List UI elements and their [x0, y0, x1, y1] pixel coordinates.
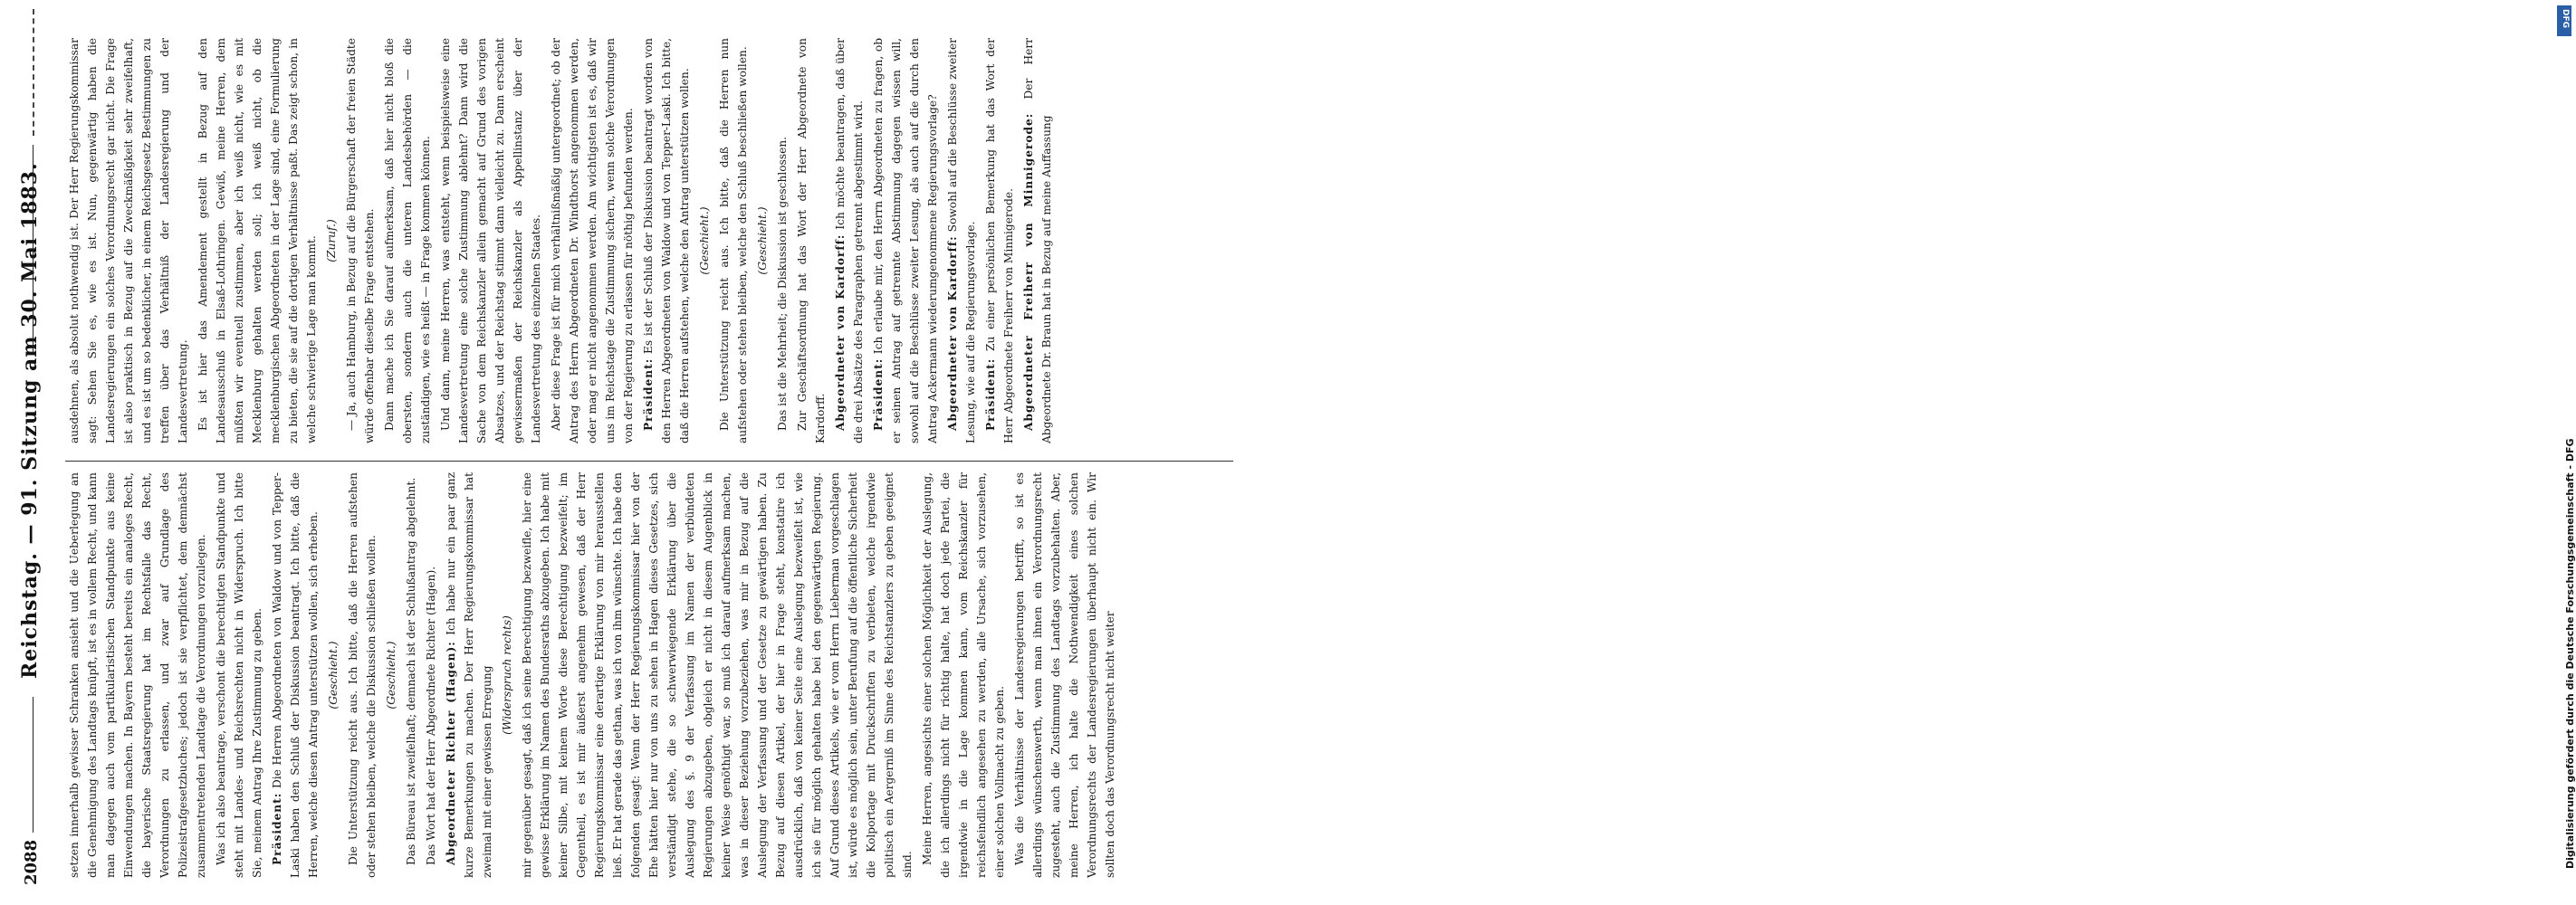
- page-header: [16, 0, 53, 905]
- right-margin: [1277, 0, 2576, 905]
- paragraph: [402, 472, 420, 878]
- paragraph-text: Sowohl auf die Beschlüsse zweiter Lesung, wie auf die Regierungsvorlage.: [946, 38, 977, 443]
- paragraph-text: Aber diese Frage ist für mich verhältnißmäßig untergeordnet; ob der Antrag des Herrn Abgeordneten Dr. Windthorst angenommen werden, oder mag er nicht angenommen werden. Am wichtigsten ist es, daß wir uns im Reichstage die Zustimmung sichern, wenn solche Verordnungen von der Regierung zu erlassen für nöthig befunden werden.: [550, 38, 635, 443]
- paragraph: [773, 38, 791, 443]
- speech-paragraph: [639, 38, 694, 443]
- column-divider: [65, 461, 1233, 462]
- paragraph: [344, 472, 380, 878]
- paragraph-text: Und dann, meine Herren, was entsteht, wenn beispielsweise eine Landesvertretung eine solche Zustimmung ablehnt? Dann wird die Sache von dem Reichskanzler allein gemacht auf Grund des vorigen Absatzes, und der Reichstag stimmt dann vielleicht zu. Dann erscheint gewissermaßen der Reichskanzler als Appellinstanz über der Landesvertretung des einzelnen Staates.: [439, 38, 542, 443]
- stage-direction: (Geschieht.): [385, 641, 397, 710]
- paragraph-text: — Ja, auch Hamburg, in Bezug auf die Bürgerschaft der freien Städte würde offenbar dieselbe Frage entstehen.: [345, 38, 376, 443]
- paragraph-text: Die Unterstützung reicht aus. Ich bitte, daß die Herren aufstehen oder stehen bleiben, welche die Diskussion schließen wollen.: [347, 472, 378, 878]
- paragraph: [212, 472, 266, 878]
- stage-direction: (Geschieht.): [698, 206, 711, 275]
- paragraph-text: Ich erlaube mir, den Herrn Abgeordneten zu fragen, ob er seinen Antrag auf getrennte Abstimmung dagegen wissen will, sowohl auf die Beschlüsse zweiter Lesung, als auch auf die durch den Antrag Ackermann wiederumgenommene Regierungsvorlage?: [872, 37, 939, 443]
- paragraph: [547, 38, 637, 443]
- paragraph-text: Es ist hier das Amendement gestellt in Bezug auf den Landesausschuß in Elsaß-Lothringen. Gewiß, meine Herren, dem müßten wir eventuell zustimmen, aber ich weiß nicht, wie es mit Mecklenburg gehalten werden soll; ich weiß nicht, ob die mecklenburgischen Abgeordneten in der Lage sind, eine Formulierung zu bieten, die sie auf die dortigen Verhältnisse paßt. Das zeigt schon, in welche schwierige Lage man kommt.: [196, 38, 318, 443]
- paragraph: [793, 38, 829, 443]
- speaker-name: Präsident:: [872, 357, 885, 431]
- paragraph: [380, 38, 435, 443]
- stage-direction: (Widerspruch rechts): [501, 615, 513, 735]
- paragraph: [436, 38, 545, 443]
- paragraph: [65, 38, 192, 443]
- speaker-name: Präsident:: [271, 792, 283, 865]
- text-column-right: [65, 38, 1242, 443]
- speech-paragraph: [869, 38, 942, 443]
- speaker-name: Abgeordneter Richter (Hagen):: [445, 641, 457, 865]
- rotated-page: [0, 0, 1277, 905]
- dfg-credit: Digitalisierung gefördert durch die Deutsche Forschungsgemeinschaft - DFG: [2564, 438, 2576, 869]
- header-rule-right: [33, 145, 34, 353]
- paragraph-text: Meine Herren, angesichts einer solchen Möglichkeit der Auslegung, die ich allerdings nicht für richtig halte, hat doch jede Partei, die irgendwie in die Lage kommen kann, vom Reichskanzler für reichsfeindlich angesehen zu werden, alle Ursache, sich vorzusehen, einer solchen Vollmacht zu geben.: [921, 472, 1006, 878]
- paragraph-text: Die Unterstützung reicht aus. Ich bitte, daß die Herren nun aufstehen oder stehen bleiben, welche den Schluß beschließen wollen.: [718, 38, 749, 443]
- paragraph-text: Was die Verhältnisse der Landesregierungen betrifft, so ist es allerdings wünschenswerth, wenn man ihnen ein Verordnungsrecht zugesteht, auch die Zustimmung des Landtags vorzubehalten. Aber, meine Herren, ich halte die Nothwendigkeit eines solchen Verordnungsrechts der Landesregierungen überhaupt nicht ein. Wir sollten doch das Verordnungsrecht nicht weiter: [1013, 472, 1116, 878]
- stage-direction: (Zuruf.): [325, 219, 338, 262]
- paragraph-text: Ich habe nur ein paar ganz kurze Bemerkungen zu machen. Der Herr Regierungskommissar hat zweimal mit einer gewissen Erregung: [445, 472, 493, 878]
- header-rule-left: [33, 697, 34, 833]
- speech-paragraph: [943, 38, 980, 443]
- paragraph-text: Das ist die Mehrheit; die Diskussion ist geschlossen.: [776, 136, 789, 431]
- paragraph-text: Der Herr Abgeordnete Dr. Braun hat in Bezug auf meine Auffassung: [1022, 38, 1053, 443]
- stage-direction: (Geschieht.): [327, 641, 340, 710]
- speech-paragraph: [1020, 38, 1056, 443]
- paragraph: [194, 38, 321, 443]
- page-number: 2088: [22, 839, 41, 885]
- paragraph: [518, 472, 916, 878]
- page-title: Reichstag. — 91. Sitzung am 30. Mai 1883.: [18, 162, 42, 679]
- paragraph-text: Die Herren Abgeordneten von Waldow und von Tepper-Laski haben den Schluß der Diskussion beantragt. Ich bitte, daß die Herren, welche diesen Antrag unterstützen wollen, sich erheben.: [271, 472, 320, 878]
- paragraph-text: setzen innerhalb gewisser Schranken ansieht und die Ueberlegung an die Genehmigung des Landtags knüpft, ist es in vollem Recht, und kann man dagegen auch vom partikularistischen Standpunkte aus keine Einwendungen machen. In Bayern besteht bereits ein analoges Recht, die bayerische Staatsregierung hat im Rechtsfalle das Recht, Verordnungen zu erlassen, und zwar auf Grundlage des Polizeistrafgesetzbuches; jedoch ist sie verpflichtet, dem demnächst zusammentretenden Landtage die Verordnungen vorzulegen.: [68, 472, 207, 878]
- paragraph-text: Das Büreau ist zweifelhaft; demnach ist der Schlußantrag abgelehnt.: [405, 477, 417, 865]
- text-column-left: [65, 472, 1242, 878]
- dfg-logo: DFG: [2557, 5, 2571, 36]
- paragraph-text: Es ist der Schluß der Diskussion beantragt worden von den Herren Abgeordneten von Waldow und von Tepper-Laski. Ich bitte, daß die Herren aufstehen, welche den Antrag unterstützen wollen.: [642, 38, 691, 443]
- speaker-name: Abgeordneter von Kardorff:: [946, 235, 959, 431]
- paragraph: [918, 472, 1009, 878]
- paragraph: [65, 472, 210, 878]
- speech-paragraph: [982, 38, 1018, 443]
- paragraph-text: Das Wort hat der Herr Abgeordnete Richter (Hagen).: [425, 566, 437, 865]
- paragraph: [342, 38, 378, 443]
- speech-paragraph: [268, 472, 322, 878]
- paragraph-text: Dann mache ich Sie darauf aufmerksam, daß hier nicht bloß die obersten, sondern auch die unteren Landesbehörden — die zuständigen, wie es heißt — in Frage kommen können.: [383, 38, 432, 443]
- paragraph: [715, 38, 752, 443]
- paragraph-text: Zu einer persönlichen Bemerkung hat das Wort der Herr Abgeordnete Freiherr von Minnigerode.: [984, 38, 1015, 443]
- paragraph-text: ausdehnen, als absolut nothwendig ist. Der Herr Regierungskommissar sagt: Sehen Sie es, wie es ist. Nun, gegenwärtig haben die Landesregierungen ein solches Verordnungsrecht gar nicht. Die Frage ist also praktisch in Bezug auf die Zweckmäßigkeit sehr zweifelhaft, und es ist um so bedenklicher, in einem Reichsgesetz Bestimmungen zu treffen über das Verhältniß der Landesregierung und der Landesvertretung.: [68, 38, 189, 443]
- speaker-name: Präsident:: [984, 357, 997, 431]
- stage-direction: (Geschieht.): [756, 206, 769, 275]
- paragraph-text: Was ich also beantrage, verschont die berechtigten Standpunkte und steht mit Landes- und Reichsrechten nicht in Widerspruch. Ich bitte Sie, meinem Antrag Ihre Zustimmung zu geben.: [215, 472, 263, 878]
- paragraph: [422, 472, 440, 878]
- paragraph-text: mir gegenüber gesagt, daß ich seine Berechtigung bezweifle, hier eine gewisse Erklärung im Namen des Bundesraths abzugeben. Ich habe mit keiner Silbe, mit keinem Worte diese Berechtigung bezweifelt; im Gegentheil, es ist mir äußerst angenehm gewesen, daß der Herr Regierungskommissar eine derartige Erklärung von mir herausstellen ließ. Er hat gerade das gethan, was ich von ihm wünschte. Ich habe den folgenden gesagt: Wenn der Herr Regierungskommissar hier von der Ehe hätten hier nur von uns zu sehen in Hagen dieses Gesetzes, sich verständigt stehe, die so schwerwiegende Erklärung über die Auslegung des §. 9 der Verfassung im Namen der verbündeten Regierungen abzugeben, obgleich er nicht in diesem Augenblick in keiner Weise genöthigt war, so muß ich darauf aufmerksam machen, was in dieser Beziehung vorzubeziehen, was mir in Bezug auf die Auslegung der Verfassung und der Gesetze zu gewärtigen haben. Zu Bezug auf diesen Artikel, der hier in Frage steht, konstatire ich ausdrücklich, daß von keiner Seite eine Auslegung bezweifelt ist, wie ich sie für möglich gehalten habe bei den gegenwärtigen Regierung. Auf Grund dieses Artikels, wie er vom Herrn Lieberman vorgeschlagen ist, würde es möglich sein, unter Berufung auf die öffentliche Sicherheit die Kolportage mit Druckschriften zu verbieten, welche irgendwie politisch ein Aergerniß im Sinne des Reichstanzlers zu geben geeignet sind.: [521, 472, 914, 878]
- header-rule-dashed: [33, 9, 34, 136]
- speaker-name: Abgeordneter Freiherr von Minnigerode:: [1022, 112, 1035, 431]
- speech-paragraph: [831, 38, 867, 443]
- speaker-name: Präsident:: [642, 357, 655, 431]
- paragraph-text: Ich möchte beantragen, daß über die drei Absätze des Paragraphen getrennt abgestimmt wird.: [834, 38, 865, 443]
- speech-paragraph: [442, 472, 496, 878]
- speaker-name: Abgeordneter von Kardorff:: [834, 233, 847, 431]
- paragraph: [1010, 472, 1119, 878]
- paragraph-text: Zur Geschäftsordnung hat das Wort der Herr Abgeordnete von Kardorff.: [796, 38, 827, 443]
